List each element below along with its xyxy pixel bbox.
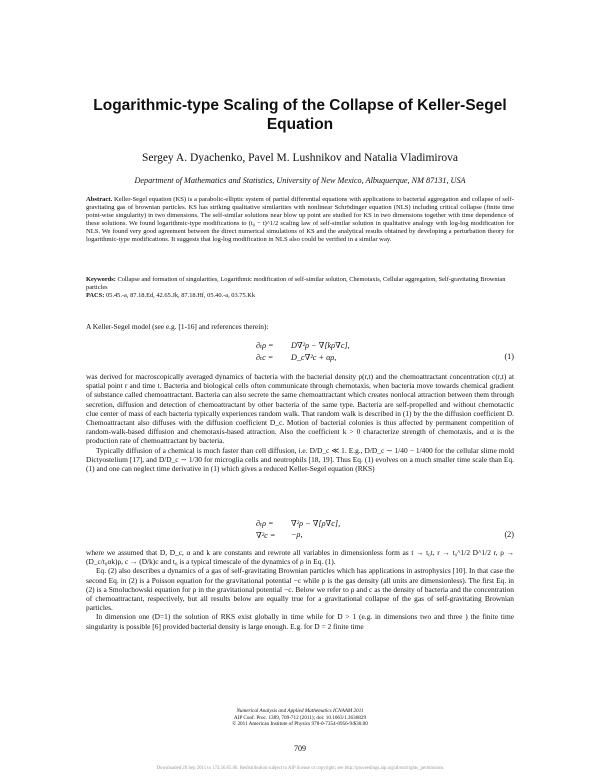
- equation-2: [86, 518, 514, 542]
- keywords-label: Keywords:: [86, 276, 116, 283]
- footer-copyright: © 2011 American Institute of Physics 978-0-7354-0956-9/$30.00: [232, 721, 368, 728]
- eq1-line2-rhs: D_c∇²c + αρ,: [291, 353, 337, 362]
- affiliation: Department of Mathematics and Statistics, University of New Mexico, Albuquerque, NM 87131, USA: [134, 176, 466, 185]
- page-number: 709: [294, 744, 306, 753]
- abstract-text: Keller-Segel equation (KS) is a parabolic-elliptic system of partial differential equations with applications to bacterial aggregation and collapse of self-gravitating gas of brownian particles. KS has striking qualitative similarities with nonlinear Schrödinger equation (NLS) including critical collapse (finite time point-wise singularity) in two dimensions. The self-similar solutions near blow up point are studied for KS in two dimensions together with time dependence of these solutions. We found logarithmic-type modifications to (t₀ − t)^1/2 scaling law of self-similar solution in qualitative analogy with log-log modification for NLS. We found very good agreement between the direct numerical simulations of KS and the analytical results obtained by developing a perturbation theory for logarithmic-type modifications. It suggests that log-log modification in NLS also could be verified in a similar way.: [86, 196, 514, 244]
- paper-title: Logarithmic-type Scaling of the Collapse of Keller-Segel Equation: [93, 97, 507, 133]
- eq1-line1-rhs: D∇²ρ − ∇[kρ∇c],: [291, 341, 350, 350]
- intro-paragraph: [86, 322, 514, 331]
- paragraph-5: In dimension one (D=1) the solution of RKS exist globally in time while for D > 1 (e.g. in dimensions two and three ) the finite time singularity is possible [6] provided bacterial density is large enough. E.g. for D = 2 finite time: [86, 612, 514, 631]
- pacs-text: 05.45.-a, 87.18.Ed, 42.65.Jk, 87.18.Hf, 05.40.-a, 03.75.Kk: [105, 291, 256, 299]
- eq2-line2-rhs: −ρ,: [291, 530, 303, 539]
- intro-text: A Keller-Segel model (see e.g. [1-16] and references therein):: [86, 322, 269, 331]
- footer-journal: Numerical Analysis and Applied Mathematics ICNAAM 2011: [236, 708, 364, 714]
- eq2-line1-rhs: ∇²ρ − ∇[ρ∇c],: [291, 519, 341, 528]
- author-list: Sergey A. Dyachenko, Pavel M. Lushnikov and Natalia Vladimirova: [141, 152, 459, 164]
- equation-1: [86, 340, 514, 364]
- body-section-2: [86, 548, 514, 631]
- paragraph-2: Typically diffusion of a chemical is much faster than cell diffusion, i.e. D/D_c ≪ 1. E.g., D/D_c ∼ 1/40 − 1/400 for the cellular slime mold Dictyostelium [17], and D/D_c ∼ 1/30 for microglia cells and neutrophils [18, 19]. Thus Eq. (1) evolves on a much smaller time scale than Eq. (1) and one can neglect time derivative in (1) which gives a reduced Keller-Segel equation (RKS): [86, 445, 514, 474]
- eq2-line2-lhs: ∇²c =: [256, 531, 276, 540]
- download-note: Downloaded 28 Sep 2011 to 174.56.65.66. Redistribution subject to AIP license or copyright; see http://proceedings.aip.org/about/rights_permissions: [156, 766, 444, 771]
- pacs-label: PACS:: [86, 291, 105, 299]
- publication-footer: [60, 708, 540, 728]
- abstract-label: Abstract.: [86, 196, 113, 203]
- eq1-line1-lhs: ∂ₜρ =: [256, 341, 274, 350]
- abstract: [86, 196, 514, 245]
- eq2-number: (2): [504, 530, 514, 539]
- footer-conference: AIP Conf. Proc. 1389, 709-712 (2011); doi: 10.1063/1.3636829: [233, 714, 367, 721]
- eq2-line1-lhs: ∂ₜρ =: [256, 519, 274, 528]
- eq1-number: (1): [504, 352, 514, 361]
- keywords-text: Collapse and formation of singularities, Logarithmic modification of self-similar solution, Chemotaxis, Cellular aggregation, Self-gravitating Brownian particles: [86, 276, 506, 291]
- keywords-block: [86, 276, 514, 299]
- paragraph-4: Eq. (2) also describes a dynamics of a gas of self-gravitating Brownian particles which has applications in astrophysics [10]. In that case the second Eq. in (2) is a Poisson equation for the gravitational potential −c while ρ is the gas density (all units are dimensionless). The first Eq. in (2) is a Smoluchowski equation for ρ in the gravitational potential −c. Below we refer to ρ and c as the density of bacteria and the concentration of chemoattractant, respectively, but all results below are equally true for a gravitational collapse of the gas of self-gravitating Brownian particles.: [86, 566, 514, 613]
- body-section-1: [86, 372, 514, 473]
- eq1-line2-lhs: ∂ₜc =: [256, 353, 274, 362]
- paragraph-1: was derived for macroscopically averaged dynamics of bacteria with the bacterial density ρ(r,t) and the chemoattractant concentration c(r,t) at spatial point r and time t. Bacteria and biological cells often communicate through chemotaxis, when bacteria move towards chemical gradient of substance called chemoattractant. Bacteria can also secrete the same chemoattractant which creates nonlocal attraction between them through secretion, diffusion and detection of chemoattractant by other bacteria of the same type. Bacteria are self-propelled and without chemotactic clue center of mass of each bacteria typically experiences random walk. That random walk is described in (1) by the the diffusion coefficient D. Chemoattractant also diffuses with the diffusion coefficient D_c. Motion of bacterial colonies is thus affected by permanent competition of random-walk-based diffusion and chemotaxis-based attraction. Also the coefficient k > 0 characterize strength of chemotaxis, and α is the production rate of chemoattractant by bacteria.: [86, 372, 514, 446]
- paragraph-3: where we assumed that D, D_c, α and k are constants and rewrote all variables in dimensionless form as t → t₀t, r → t₀^1/2 D^1/2 r, ρ → (D_c/t₀αk)ρ, c → (D/k)c and t₀ is a typical timescale of the dynamics of ρ in Eq. (1).: [86, 548, 514, 567]
